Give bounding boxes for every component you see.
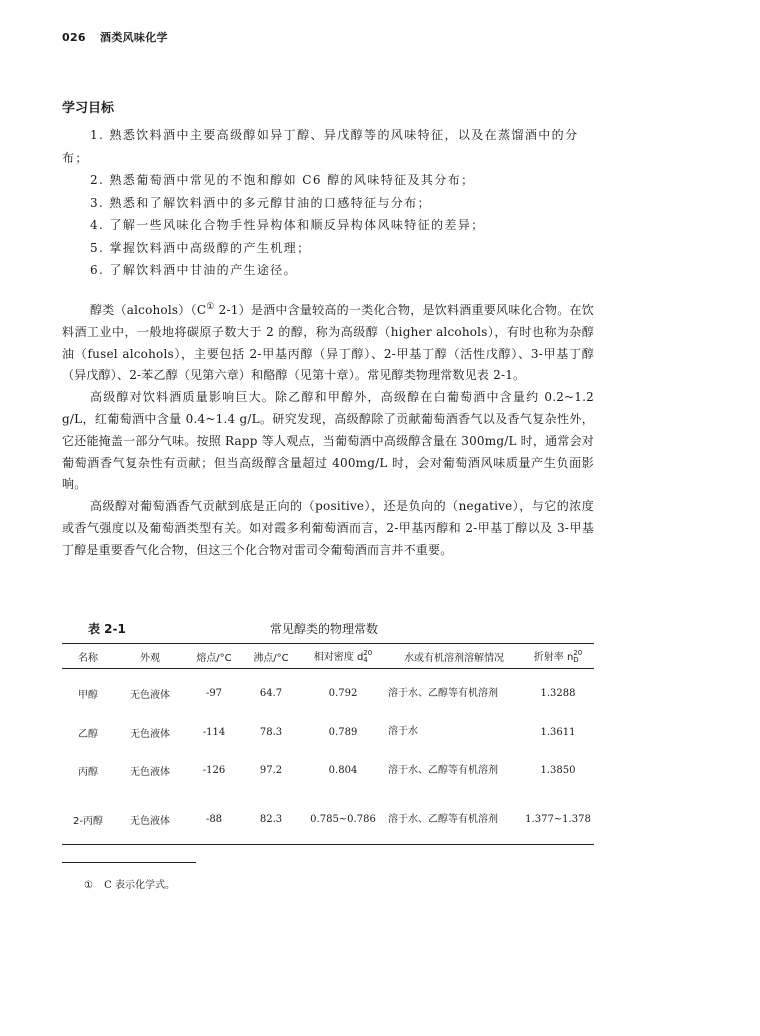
table-caption: 常见醇类的物理常数 [270,622,379,636]
cell-boiling-point: 97.2 [259,765,283,776]
cell-refractive-index: 1.3611 [540,726,576,738]
cell-solubility: 溶于水、乙醇等有机溶剂 [386,795,522,845]
cell-melting-point: -126 [202,765,226,776]
footnote-divider [62,862,196,863]
page-number: 026 [62,31,86,44]
density-label: 相对密度 d [313,652,364,663]
objective-item: 1. 熟悉饮料酒中主要高级醇如异丁醇、异戊醇等的风味特征，以及在蒸馏酒中的分布； [62,128,579,165]
paragraph-text: 醇类（alcohols）（C [90,303,207,317]
objective-item: 5. 掌握饮料酒中高级醇的产生机理； [90,240,311,255]
paragraph-quality-impact: 高级醇对饮料酒质量影响巨大。除乙醇和甲醇外，高级醇在白葡萄酒中含量约 0.2~1.2 g/L，红葡萄酒中含量 0.4~1.4 g/L。研究发现，高级醇除了贡献葡萄酒香气以及香气复杂性外，它还能掩盖一部分气味。按照 Rapp 等人观点，当葡萄酒中高级醇含量在 300mg/L 时，通常会对葡萄酒香气复杂性有贡献；但当高级醇含量超过 400mg/L 时，会对葡萄酒风味质量产生负面影响。 [62,390,594,492]
footnote-reference: ① [206,302,215,312]
column-header-boiling-point: 沸点/°C [242,644,300,669]
refractive-label: 折射率 n [533,652,574,663]
footnote-mark: ① [84,880,93,891]
refractive-subscript: D [573,656,579,664]
objectives-list [62,124,594,282]
cell-density: 0.804 [328,765,358,776]
table-title [88,620,594,637]
column-header-appearance: 外观 [114,644,186,669]
cell-melting-point: -114 [202,726,226,738]
cell-refractive-index: 1.3288 [540,688,576,699]
table-number: 表 2-1 [88,622,126,636]
cell-melting-point: -88 [186,795,242,845]
objective-item: 2. 熟悉葡萄酒中常见的不饱和醇如 C6 醇的风味特征及其分布； [90,173,475,187]
cell-solubility: 溶于水、乙醇等有机溶剂 [388,687,498,699]
column-header-density [300,644,386,669]
cell-density: 0.785~0.786 [300,795,386,845]
cell-name: 乙醇 [78,728,98,740]
cell-appearance: 无色液体 [130,728,170,740]
density-superscript: 20 [363,649,373,657]
objective-item: 6. 了解饮料酒中甘油的产生途径。 [90,263,298,277]
column-header-melting-point: 熔点/°C [186,644,242,669]
paragraph-text: 2-1）是酒中含量较高的一类化合物，是饮料酒重要风味化合物。在饮料酒工业中，一般地将碳原子数大于 2 的醇，称为高级醇（higher alcohols），有时也称为杂醇油（fusel alcohols），主要包括 2-甲基丙醇（异丁醇）、2-甲基丁醇（活性戊醇）、3-甲基丁醇（异戊醇）、2-苯乙醇（见第六章）和酪醇（见第十章）。常见醇类物理常数见表 2-1。 [62,303,594,383]
cell-name: 甲醇 [78,690,98,701]
cell-boiling-point: 64.7 [259,688,283,699]
footnote-text: C 表示化学式。 [104,880,175,891]
column-header-refractive-index [522,644,594,669]
table-row [62,669,594,719]
paragraph-alcohols-intro [62,297,594,387]
cell-melting-point: -97 [205,688,223,699]
cell-appearance: 无色液体 [114,795,186,845]
objectives-heading: 学习目标 [62,101,115,116]
running-header [62,29,178,45]
cell-boiling-point: 82.3 [242,795,300,845]
table-header-row [62,644,594,669]
paragraph-aroma-contribution: 高级醇对葡萄酒香气贡献到底是正向的（positive），还是负向的（negative），与它的浓度或香气强度以及葡萄酒类型有关。如对霞多利葡萄酒而言，2-甲基丙醇和 2-甲基丁醇以及 3-甲基丁醇是重要香气化合物，但这三个化合物对雷司令葡萄酒而言并不重要。 [62,499,594,557]
cell-density: 0.789 [328,726,358,738]
column-header-solubility: 水或有机溶剂溶解情况 [386,644,522,669]
cell-name: 2-丙醇 [62,795,114,845]
column-header-name: 名称 [62,644,114,669]
cell-appearance: 无色液体 [130,767,170,778]
table-row [62,795,594,845]
cell-refractive-index: 1.3850 [540,765,576,776]
refractive-superscript: 20 [573,649,583,657]
cell-solubility: 溶于水、乙醇等有机溶剂 [388,764,498,776]
cell-solubility: 溶于水 [388,726,418,737]
book-title: 酒类风味化学 [100,31,168,44]
cell-density: 0.792 [328,688,358,699]
density-subscript: 4 [363,656,368,664]
physical-constants-table [62,643,594,845]
body-text [62,297,594,562]
cell-boiling-point: 78.3 [259,726,283,738]
objective-item: 3. 熟悉和了解饮料酒中的多元醇甘油的口感特征与分布； [90,195,432,210]
cell-name: 丙醇 [78,767,98,778]
objective-item: 4. 了解一些风味化合物手性异构体和顺反异构体风味特征的差异； [90,218,485,232]
footnote [84,876,175,891]
table-row [62,746,594,795]
cell-appearance: 无色液体 [130,690,170,701]
table-row [62,718,594,746]
cell-refractive-index: 1.377~1.378 [522,795,594,845]
